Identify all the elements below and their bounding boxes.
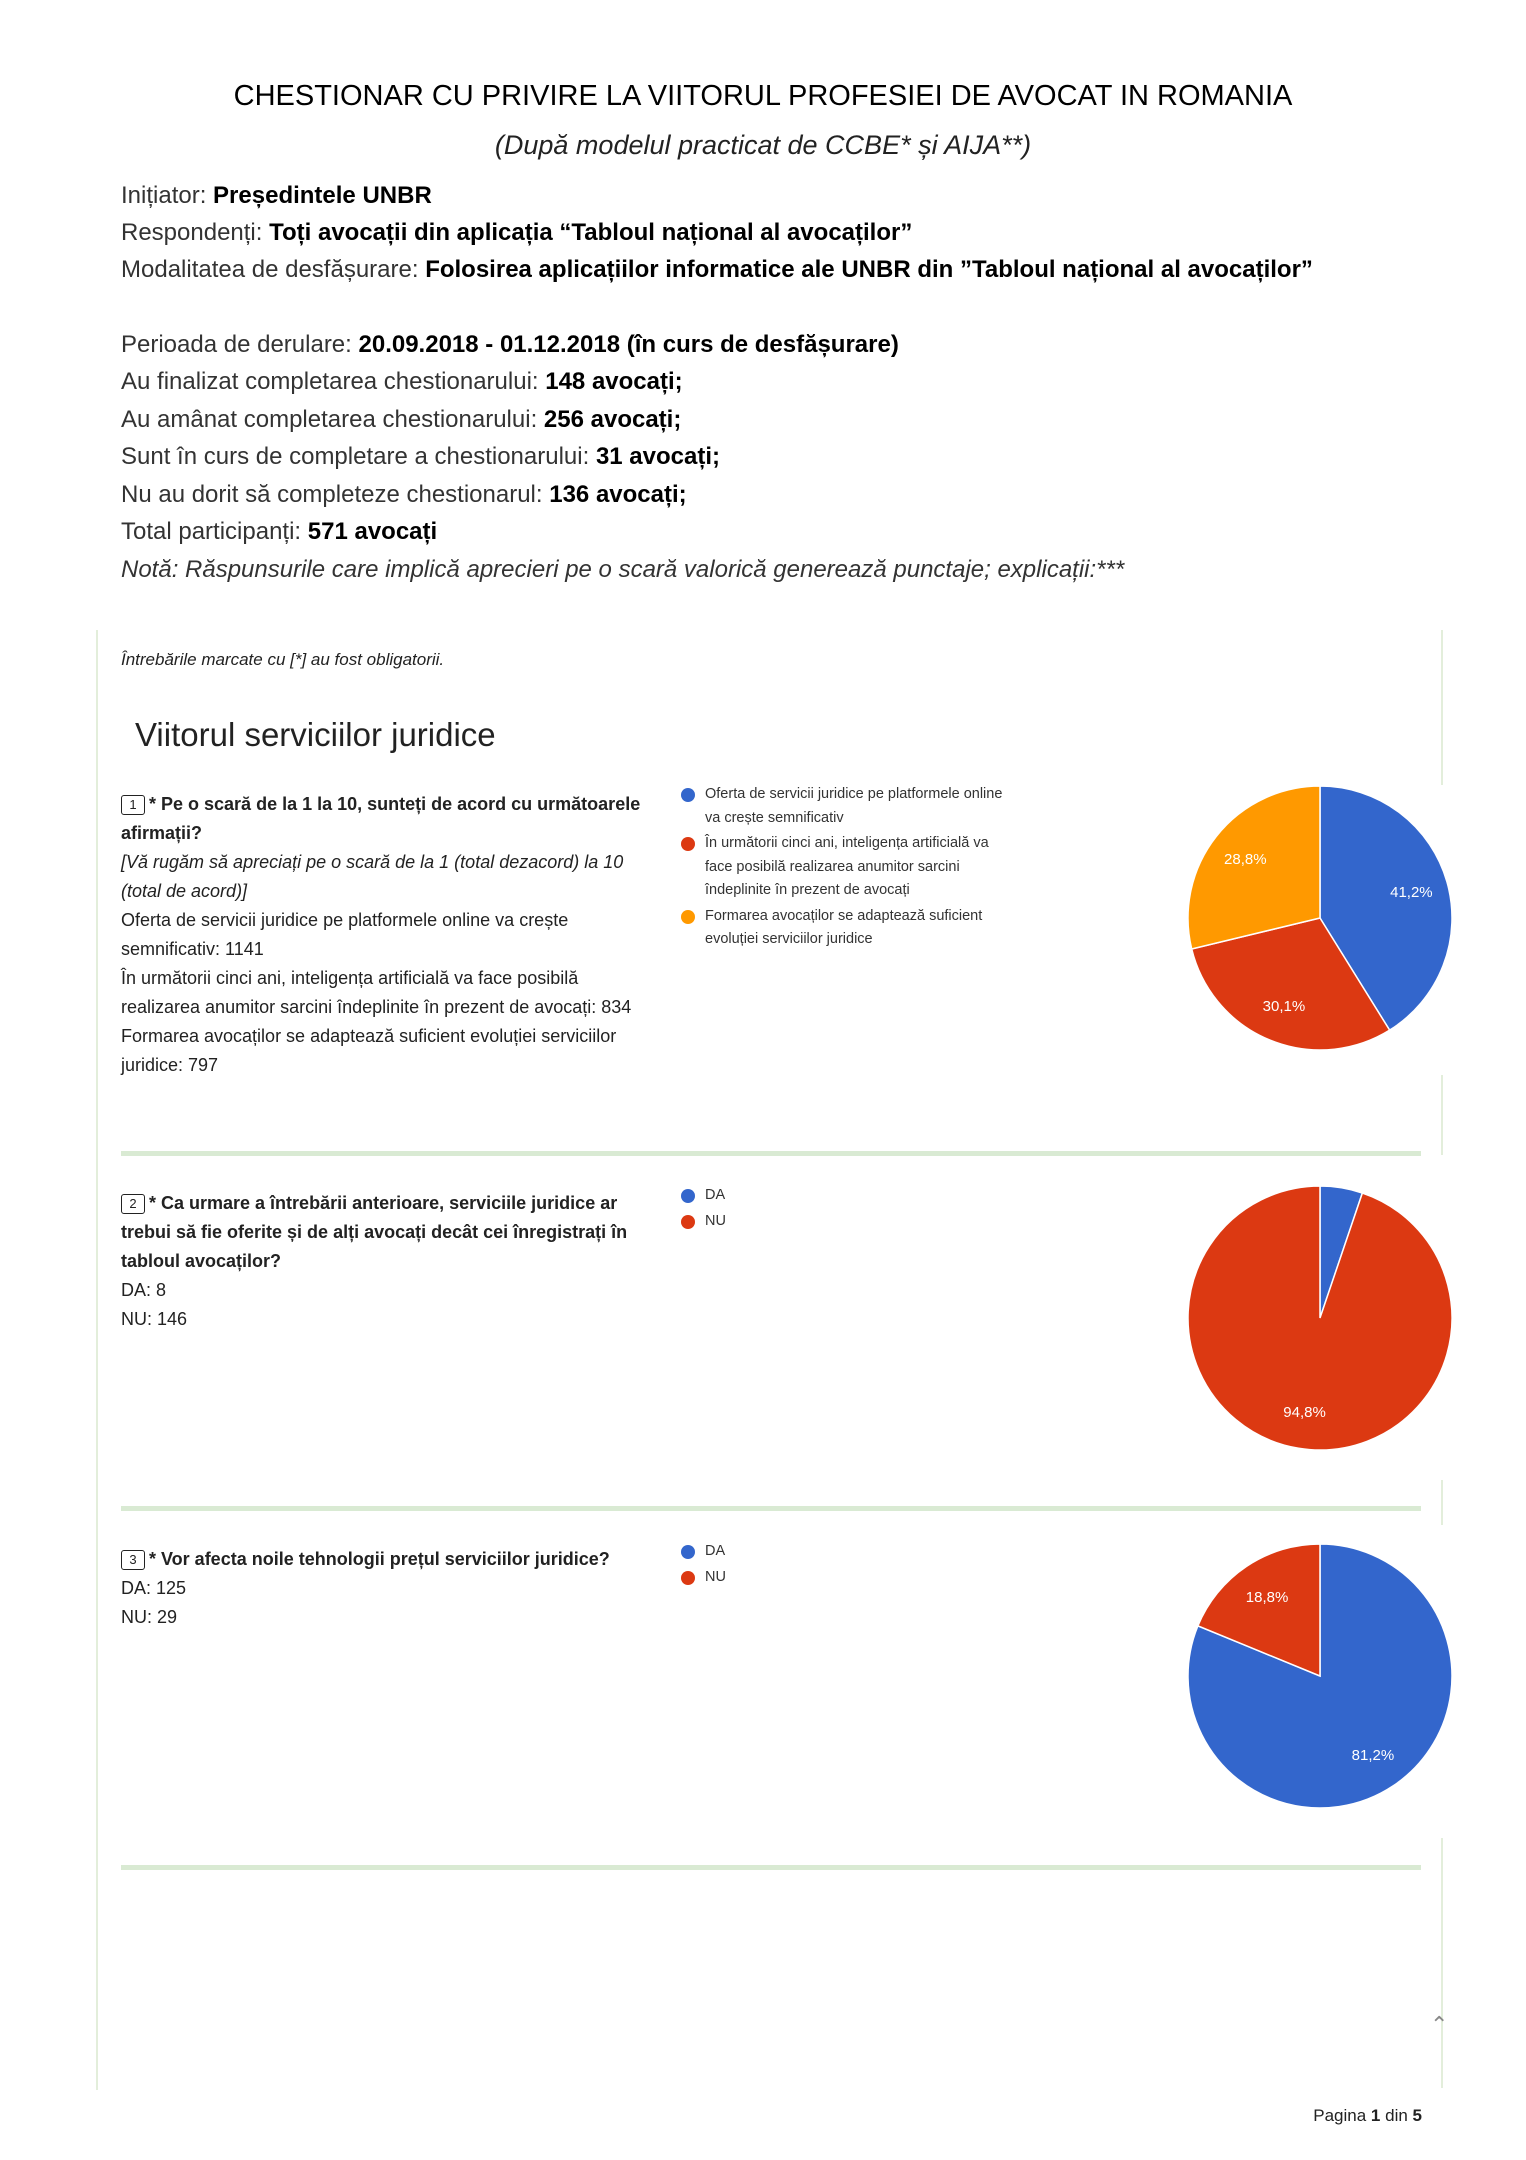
pie-slice-label: 18,8%: [1245, 1589, 1289, 1607]
info-line: [121, 438, 1361, 475]
legend-item: NU: [681, 1210, 1011, 1234]
info-line: [121, 214, 1361, 251]
answer-summary: NU: 29: [121, 1607, 178, 1627]
chart-legend: [681, 783, 1011, 954]
info-label: Respondenți:: [121, 219, 270, 246]
legend-dot-icon: [681, 1571, 695, 1585]
form-right-border: [1441, 1480, 1443, 1525]
page-number: Pagina 1 din 5: [1313, 2106, 1422, 2125]
info-label: Au finalizat completarea chestionarului:: [121, 368, 546, 395]
section-divider: [121, 1865, 1421, 1870]
question-number: 3: [121, 1550, 145, 1570]
question-2: [121, 1189, 641, 1334]
section-title: Viitorul serviciilor juridice: [135, 716, 496, 753]
legend-item: NU: [681, 1566, 1011, 1590]
pie-chart-q3: [1185, 1541, 1455, 1811]
answer-summary: DA: 125: [121, 1578, 187, 1598]
document-title: CHESTIONAR CU PRIVIRE LA VIITORUL PROFESIEI DE AVOCAT IN ROMANIA: [233, 80, 1293, 112]
info-value: 136 avocați;: [549, 481, 687, 508]
pie-chart-q2: [1185, 1183, 1455, 1453]
info-line: [121, 363, 1361, 400]
question-title: * Vor afecta noile tehnologii prețul serviciilor juridice?: [149, 1549, 610, 1569]
pie-slice-label: 41,2%: [1390, 883, 1433, 901]
form-right-border: [1441, 1075, 1443, 1155]
answer-summary: DA: 8: [121, 1280, 167, 1300]
section-divider: [121, 1506, 1421, 1511]
question-1: [121, 790, 641, 1080]
legend-item: DA: [681, 1540, 1011, 1564]
legend-dot-icon: [681, 788, 695, 802]
info-value: 571 avocați: [307, 518, 438, 545]
legend-dot-icon: [681, 1189, 695, 1203]
answer-summary: Formarea avocaților se adaptează suficient evoluției serviciilor juridice: 797: [121, 1026, 617, 1075]
pie-slice-label: 28,8%: [1224, 851, 1267, 869]
form-right-border: [1441, 630, 1443, 785]
question-hint: [Vă rugăm să apreciați pe o scară de la 1 (total dezacord) la 10 (total de acord)]: [121, 852, 624, 901]
answer-summary: Oferta de servicii juridice pe platformele online va crește semnificativ: 1141: [121, 910, 569, 959]
pie-slice-label: 81,2%: [1351, 1746, 1395, 1764]
legend-item: DA: [681, 1184, 1011, 1208]
info-value: 256 avocați;: [543, 406, 682, 433]
info-label: Sunt în curs de completare a chestionarului:: [121, 443, 596, 470]
info-line: [121, 251, 1361, 288]
document-subtitle: (După modelul practicat de CCBE* și AIJA**): [494, 130, 1032, 160]
legend-dot-icon: [681, 910, 695, 924]
answer-summary: NU: 146: [121, 1309, 188, 1329]
form-left-border: [96, 630, 98, 2090]
question-number: 1: [121, 795, 145, 815]
info-value: 148 avocați;: [545, 368, 683, 395]
question-title: * Ca urmare a întrebării anterioare, serviciile juridice ar trebui să fie oferite și de alți avocați decât cei înregistrați în tabloul avocaților?: [121, 1193, 628, 1271]
info-line: [121, 513, 1361, 550]
legend-dot-icon: [681, 1545, 695, 1559]
info-label: Perioada de derulare:: [121, 331, 359, 358]
info-value: 20.09.2018 - 01.12.2018 (în curs de desfășurare): [358, 331, 899, 358]
legend-item: Formarea avocaților se adaptează suficient evoluției serviciilor juridice: [681, 905, 1011, 952]
question-number: 2: [121, 1194, 145, 1214]
legend-dot-icon: [681, 837, 695, 851]
pie-slice-label: 30,1%: [1262, 997, 1306, 1015]
pie-slice-label: 94,8%: [1283, 1403, 1326, 1421]
section-divider: [121, 1151, 1421, 1156]
info-label: Modalitatea de desfășurare:: [121, 256, 426, 283]
legend-dot-icon: [681, 1215, 695, 1229]
info-line: [121, 476, 1361, 513]
info-label: Total participanți:: [121, 518, 308, 545]
info-line: [121, 401, 1361, 438]
required-note: Întrebările marcate cu [*] au fost obligatorii.: [121, 650, 445, 669]
scroll-up-icon[interactable]: ⌃: [1430, 2012, 1449, 2037]
info-value: Folosirea aplicațiilor informatice ale UNBR din ”Tabloul național al avocaților”: [425, 256, 1313, 283]
info-label: Nu au dorit să completeze chestionarul:: [121, 481, 550, 508]
info-label: Au amânat completarea chestionarului:: [121, 406, 544, 433]
pie-chart-q1: [1185, 783, 1455, 1053]
answer-summary: În următorii cinci ani, inteligența artificială va face posibilă realizarea anumitor sarcini îndeplinite în prezent de avocați: 834: [121, 968, 632, 1017]
info-label: Inițiator:: [121, 182, 214, 209]
legend-item: Oferta de servicii juridice pe platformele online va crește semnificativ: [681, 783, 1011, 830]
chart-legend: [681, 1540, 1011, 1591]
info-value: Președintele UNBR: [213, 182, 432, 209]
question-3: [121, 1545, 641, 1632]
legend-item: În următorii cinci ani, inteligența artificială va face posibilă realizarea anumitor sarcini îndeplinite în prezent de avocați: [681, 832, 1011, 903]
info-line: [121, 326, 1361, 363]
info-value: Toți avocații din aplicația “Tabloul național al avocaților”: [269, 219, 913, 246]
form-right-border: [1441, 1838, 1443, 2088]
note: Notă: Răspunsurile care implică aprecieri pe o scară valorică generează punctaje; explicații:***: [121, 556, 1125, 583]
chart-legend: [681, 1184, 1011, 1235]
info-line: [121, 177, 1361, 214]
question-title: * Pe o scară de la 1 la 10, sunteți de acord cu următoarele afirmații?: [121, 794, 641, 843]
info-value: 31 avocați;: [595, 443, 721, 470]
